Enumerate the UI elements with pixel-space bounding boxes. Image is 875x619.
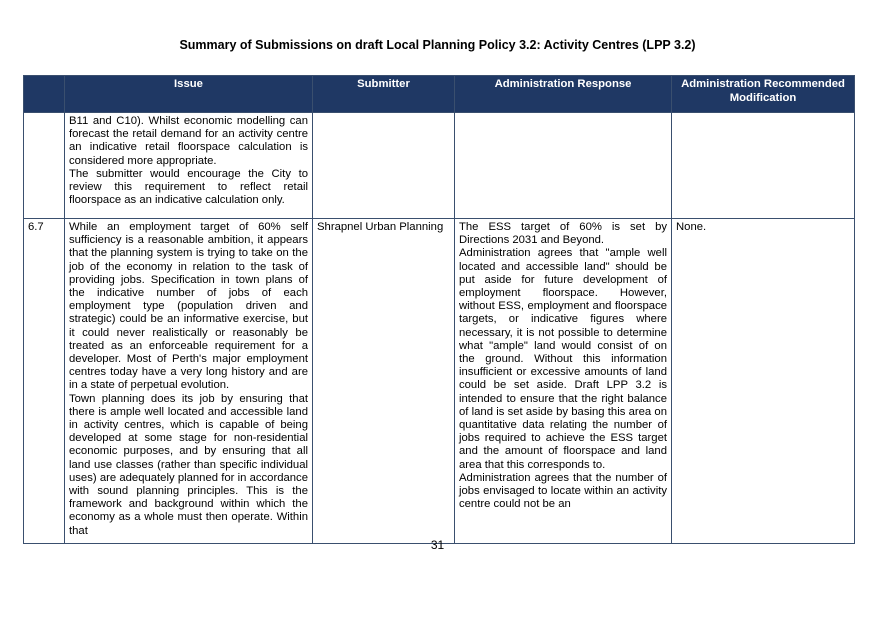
header-number bbox=[24, 76, 65, 113]
table-row bbox=[24, 113, 855, 219]
response-paragraph: Administration agrees that the number of jobs envisaged to locate within an activity centre could not be an bbox=[459, 471, 667, 511]
issue-cell bbox=[65, 113, 313, 219]
header-response: Administration Response bbox=[455, 76, 672, 113]
modification-cell bbox=[672, 113, 855, 219]
row-number bbox=[24, 113, 65, 219]
page-number: 31 bbox=[430, 538, 445, 552]
table-header-row bbox=[24, 76, 855, 113]
row-number: 6.7 bbox=[24, 219, 65, 544]
submitter-cell bbox=[313, 113, 455, 219]
issue-cell bbox=[65, 219, 313, 544]
header-issue: Issue bbox=[65, 76, 313, 113]
response-paragraph: Administration agrees that "ample well located and accessible land" should be put aside for future development of employment floorspace. However, without ESS, employment and floorspace targets, or indicative figures where necessary, it is not possible to determine what "ample" land would consist of on the ground. Without this information insufficient or excessive amounts of land could be set aside. Draft LPP 3.2 is intended to ensure that the right balance of land is set aside by basing this area on quantitative data relating the number of jobs required to achieve the ESS target and the amount of floorspace and land area that this corresponds to. bbox=[459, 247, 667, 471]
response-cell bbox=[455, 113, 672, 219]
issue-paragraph: Town planning does its job by ensuring that there is ample well located and accessible land in activity centres, which is capable of being developed at some stage for non-residential economic purposes, and by ensuring that all land use classes (rather than specific individual uses) are adequately planned for in accordance with sound planning principles. This is the framework and background within which the economy as a whole must then operate. Within that bbox=[69, 392, 308, 537]
issue-paragraph: While an employment target of 60% self sufficiency is a reasonable ambition, it appears that the planning system is trying to take on the job of the economy in relation to the task of providing jobs. Specification in town plans of the indicative number of jobs of each employment type (population driven and strategic) could be an informative exercise, but it could never realistically or reasonably be treated as an enforceable requirement for a developer. Most of Perth's major employment centres today have a very long history and are in a state of perpetual evolution. bbox=[69, 221, 308, 392]
issue-paragraph: B11 and C10). Whilst economic modelling can forecast the retail demand for an activity centre an indicative retail floorspace calculation is considered more appropriate. bbox=[69, 115, 308, 167]
issue-paragraph: The submitter would encourage the City to review this requirement to reflect retail floorspace as an indicative calculation only. bbox=[69, 167, 308, 207]
submitter-cell: Shrapnel Urban Planning bbox=[313, 219, 455, 544]
response-paragraph: The ESS target of 60% is set by Directions 2031 and Beyond. bbox=[459, 221, 667, 247]
table-row bbox=[24, 219, 855, 544]
response-cell bbox=[455, 219, 672, 544]
header-modification: Administration Recommended Modification bbox=[672, 76, 855, 113]
document-title: Summary of Submissions on draft Local Planning Policy 3.2: Activity Centres (LPP 3.2) bbox=[179, 38, 696, 52]
submissions-table bbox=[23, 75, 855, 544]
modification-cell: None. bbox=[672, 219, 855, 544]
header-submitter: Submitter bbox=[313, 76, 455, 113]
